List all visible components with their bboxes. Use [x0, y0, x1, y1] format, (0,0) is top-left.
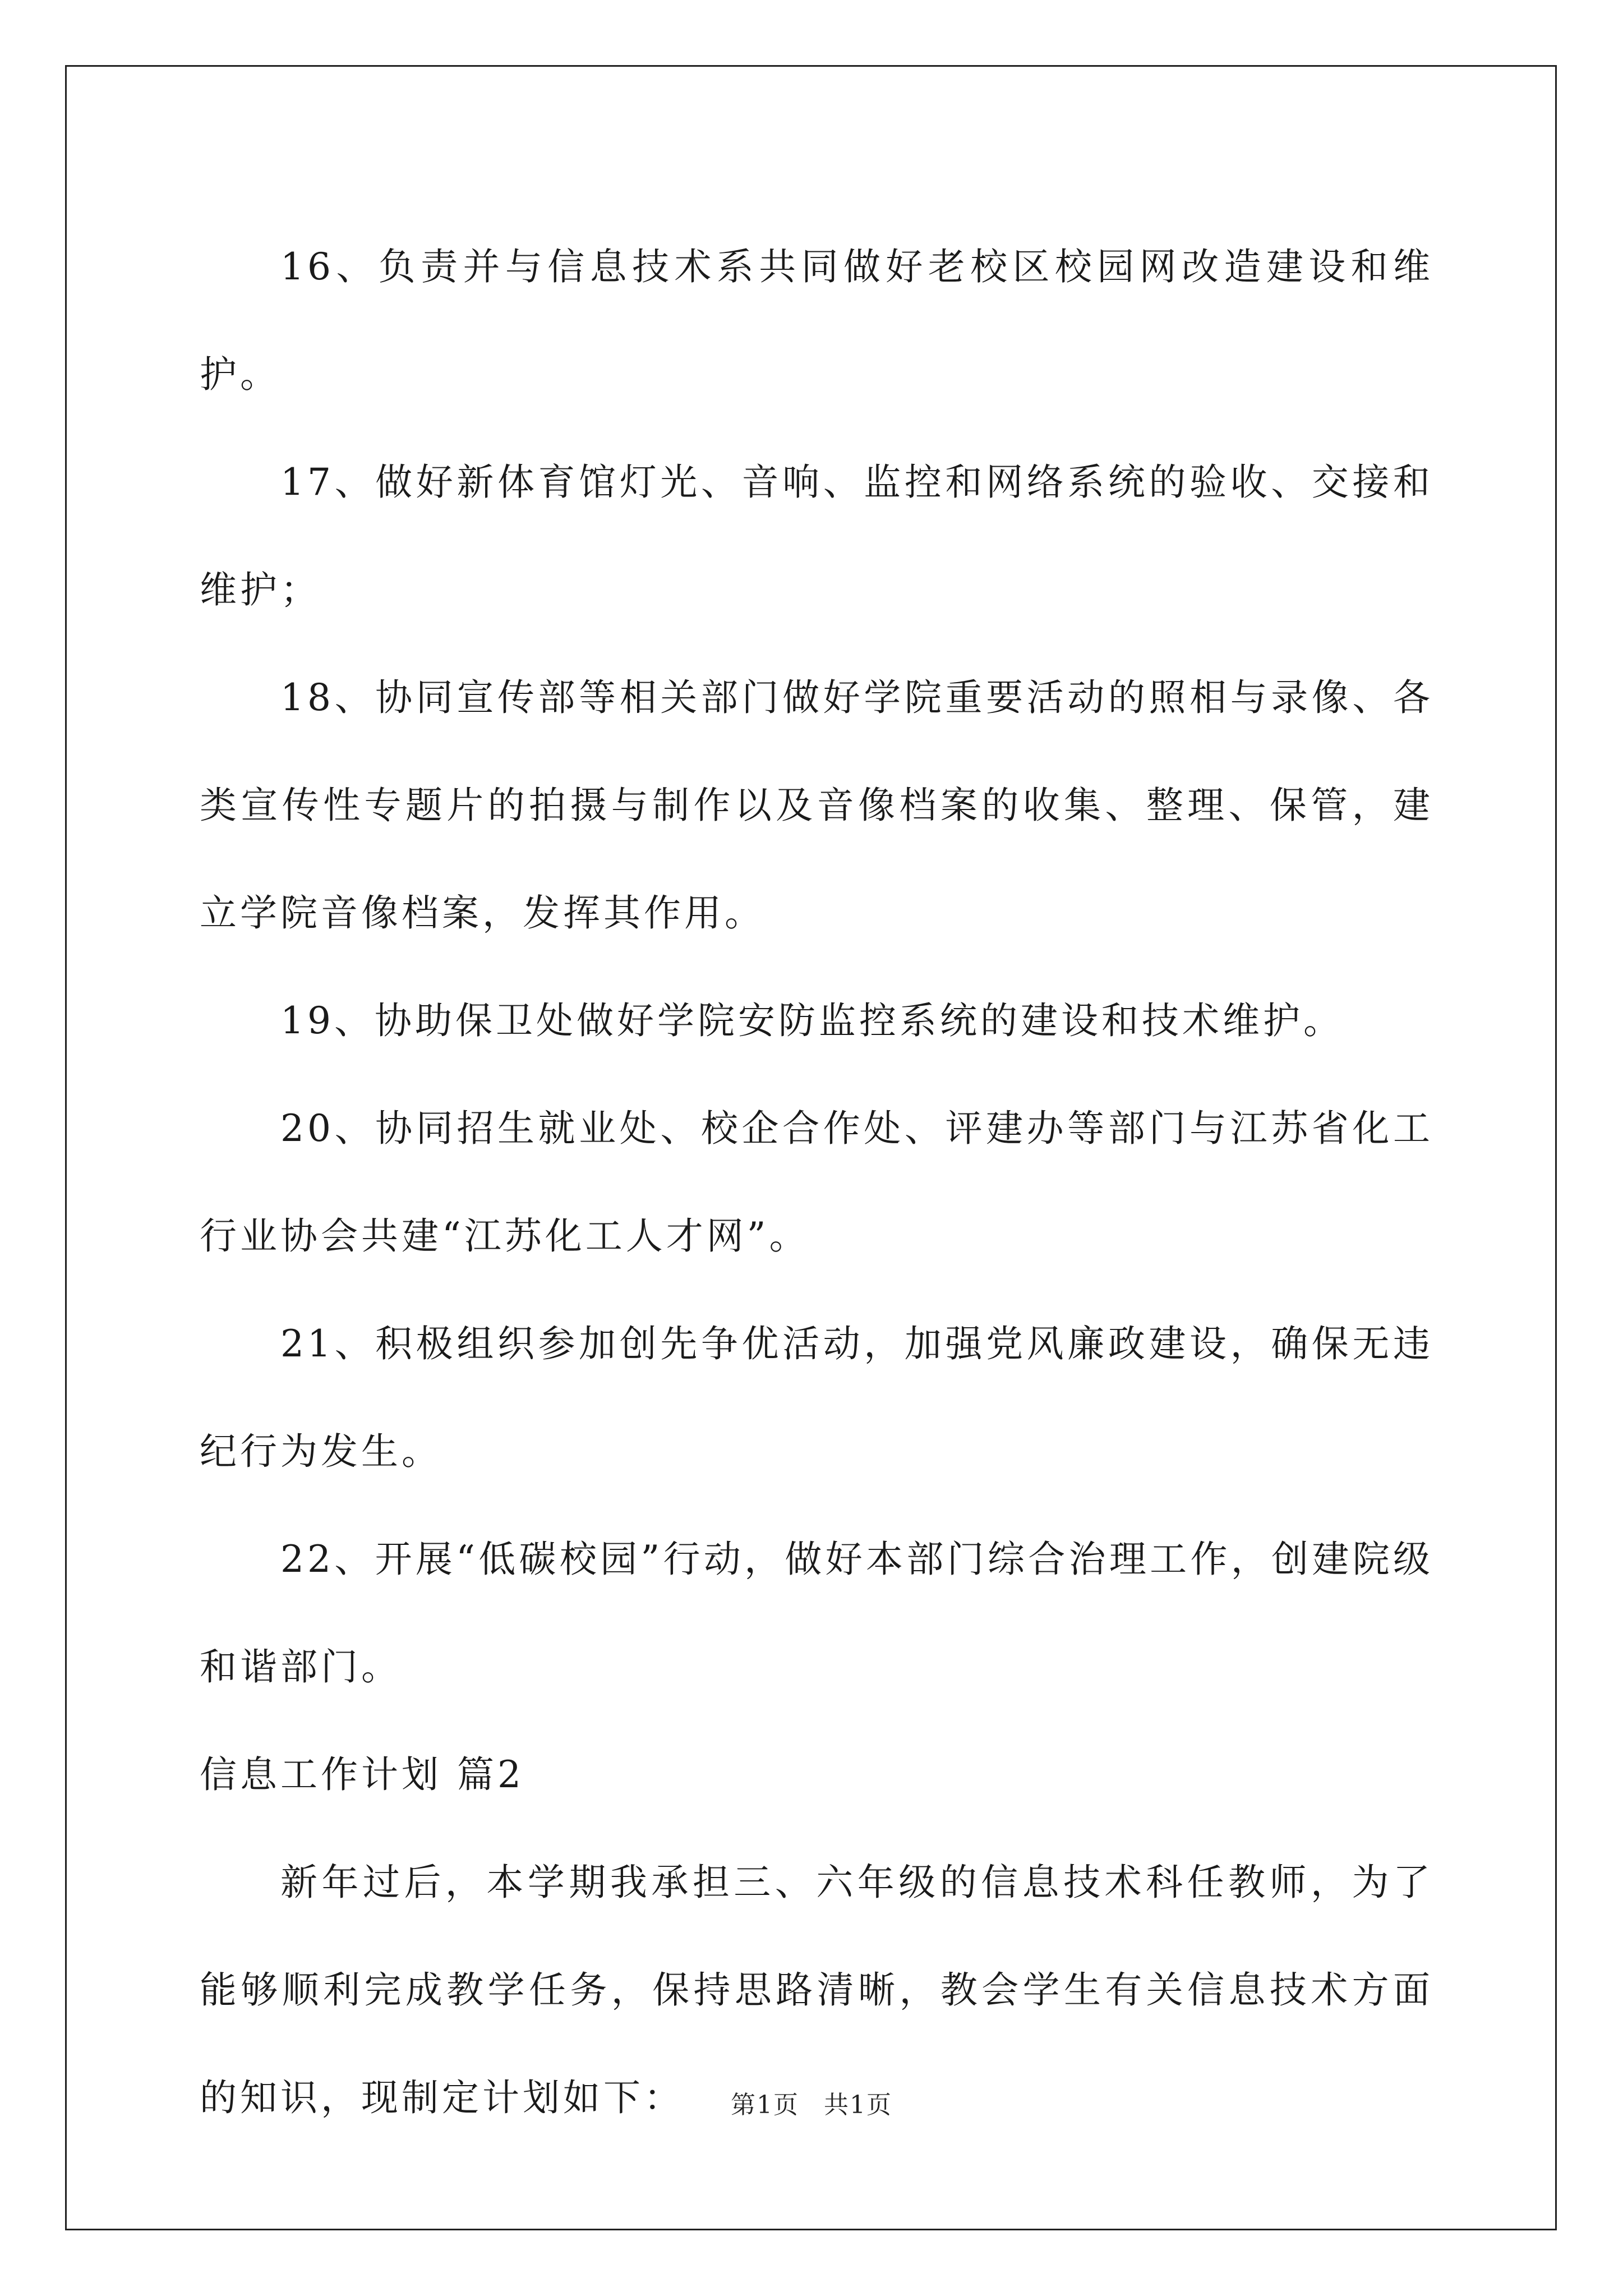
page-number: 第1页 [731, 2091, 799, 2119]
document-body [200, 213, 1433, 2152]
paragraph-16: 16、负责并与信息技术系共同做好老校区校园网改造建设和维护。 [200, 245, 1433, 396]
paragraph-20: 20、协同招生就业处、校企合作处、评建办等部门与江苏省化工行业协会共建“江苏化工人才网”。 [200, 1107, 1433, 1258]
paragraph-21: 21、积极组织参加创先争优活动，加强党风廉政建设，确保无违纪行为发生。 [200, 1322, 1433, 1473]
paragraph-18: 18、协同宣传部等相关部门做好学院重要活动的照相与录像、各类宣传性专题片的拍摄与制作以及音像档案的收集、整理、保管，建立学院音像档案，发挥其作用。 [200, 676, 1433, 935]
page-total: 共1页 [824, 2091, 892, 2119]
paragraph-22: 22、开展“低碳校园”行动，做好本部门综合治理工作，创建院级和谐部门。 [200, 1538, 1433, 1688]
section-heading: 信息工作计划 篇2 [200, 1753, 524, 1796]
page-footer [0, 2085, 1623, 2120]
paragraph-19: 19、协助保卫处做好学院安防监控系统的建设和技术维护。 [280, 999, 1344, 1042]
paragraph-17: 17、做好新体育馆灯光、音响、监控和网络系统的验收、交接和维护； [200, 461, 1433, 611]
intro-paragraph: 新年过后，本学期我承担三、六年级的信息技术科任教师，为了能够顺利完成教学任务，保持思路清晰，教会学生有关信息技术方面的知识，现制定计划如下： [200, 1861, 1433, 2119]
